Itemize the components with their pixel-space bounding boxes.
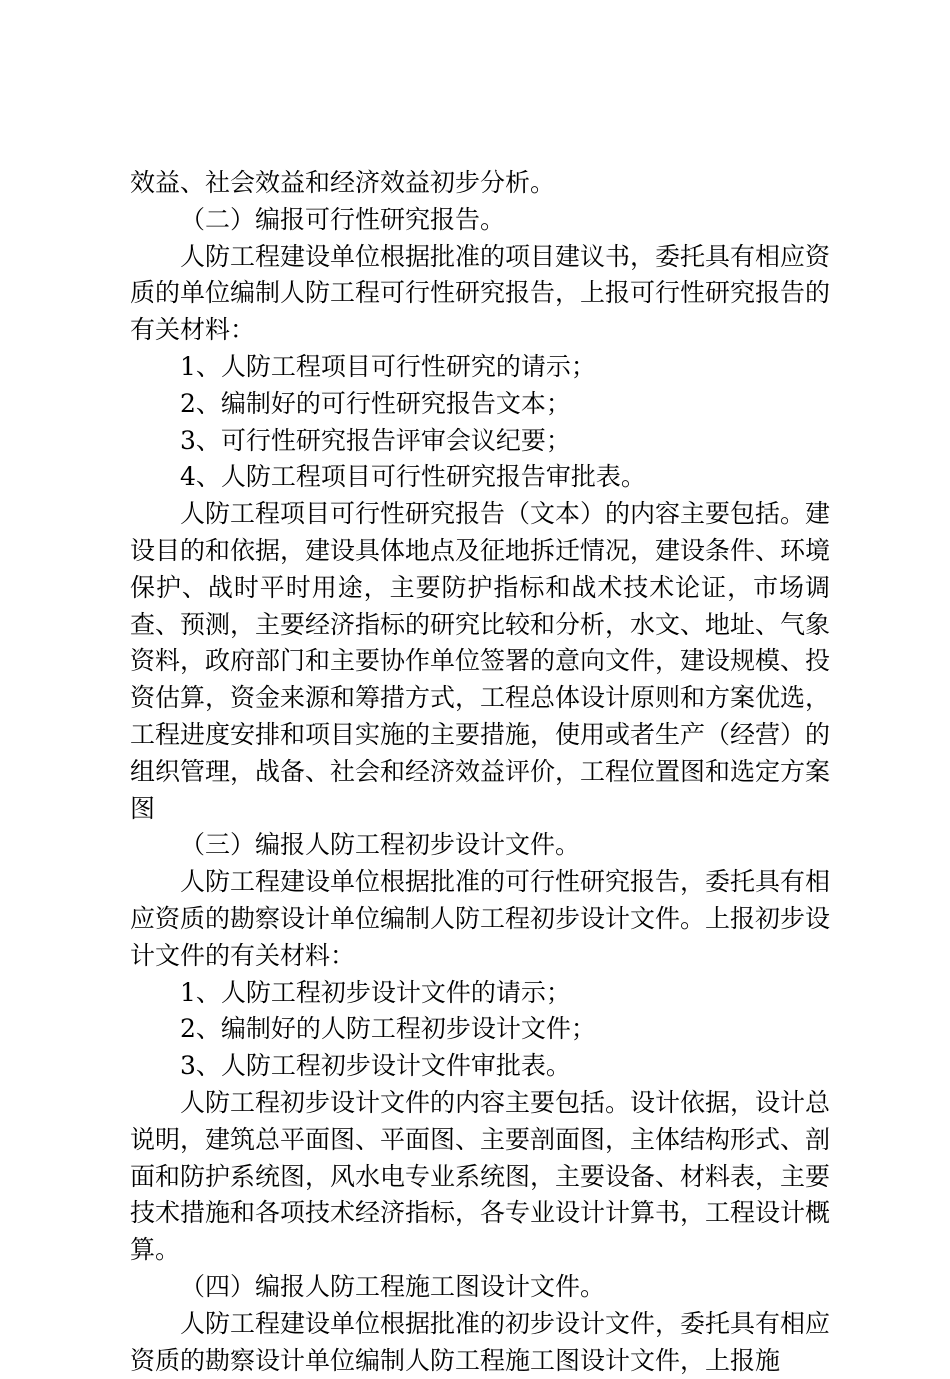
list-item: 1、人防工程项目可行性研究的请示； (180, 351, 596, 381)
section-heading-2: （二）编报可行性研究报告。 (180, 204, 506, 234)
list-item: 3、可行性研究报告评审会议纪要； (180, 425, 571, 455)
paragraph: 人防工程建设单位根据批准的项目建议书，委托具有相应资质的单位编制人防工程可行性研究报告，上报可行性研究报告的有关材料： (130, 241, 831, 345)
paragraph: 人防工程建设单位根据批准的可行性研究报告，委托具有相应资质的勘察设计单位编制人防工程初步设计文件。上报初步设计文件的有关材料： (130, 867, 831, 970)
section-heading-4: （四）编报人防工程施工图设计文件。 (180, 1271, 606, 1301)
paragraph-continuation: 效益、社会效益和经济效益初步分析。 (130, 168, 556, 197)
paragraph: 人防工程初步设计文件的内容主要包括。设计依据，设计总说明，建筑总平面图、平面图、主要剖面图，主体结构形式、剖面和防护系统图，风水电专业系统图，主要设备、材料表，主要技术措施和各项技术经济指标，各专业设计计算书，工程设计概算。 (130, 1087, 831, 1265)
list-item: 2、编制好的可行性研究报告文本； (180, 388, 571, 418)
list-item: 2、编制好的人防工程初步设计文件； (180, 1014, 596, 1044)
list-item: 3、人防工程初步设计文件审批表。 (180, 1051, 571, 1081)
section-heading-3: （三）编报人防工程初步设计文件。 (180, 830, 581, 860)
paragraph: 人防工程建设单位根据批准的初步设计文件，委托具有相应资质的勘察设计单位编制人防工程施工图设计文件，上报施 (130, 1308, 831, 1375)
paragraph: 人防工程项目可行性研究报告（文本）的内容主要包括。建设目的和依据，建设具体地点及征地拆迁情况，建设条件、环境保护、战时平时用途，主要防护指标和战术技术论证，市场调查、预测，主要经济指标的研究比较和分析，水文、地址、气象资料，政府部门和主要协作单位签署的意向文件，建设规模、投资估算，资金来源和筹措方式，工程总体设计原则和方案优选，工程进度安排和项目实施的主要措施，使用或者生产（经营）的组织管理，战备、社会和经济效益评价，工程位置图和选定方案图 (130, 499, 831, 823)
list-item: 1、人防工程初步设计文件的请示； (180, 977, 571, 1007)
document-page (130, 165, 830, 1379)
list-item: 4、人防工程项目可行性研究报告审批表。 (180, 462, 646, 492)
